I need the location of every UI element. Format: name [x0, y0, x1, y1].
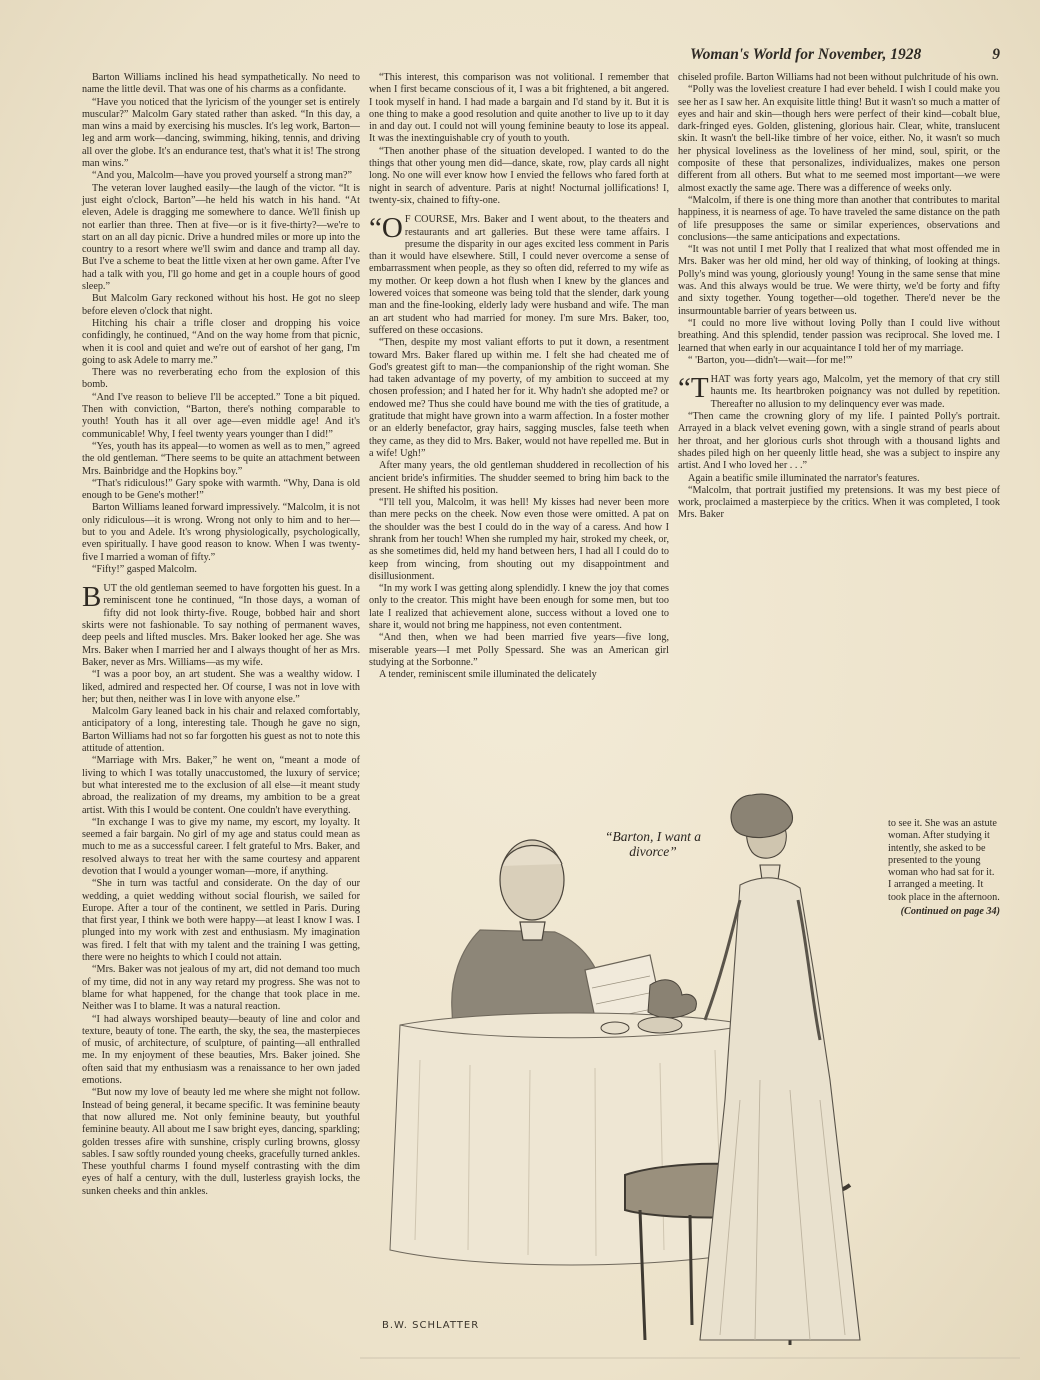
paragraph: “Fifty!” gasped Malcolm. — [92, 563, 197, 575]
paragraph: Malcolm Gary leaned back in his chair and relaxed comfortably, anticipatory of a long, interesting tale. Though he gave no sign, Barton Williams had not so far forgotten his guest as not to note this attitude of attention. — [82, 706, 360, 755]
paragraph: After many years, the old gentleman shuddered in recollection of his ancient bride's infirmities. The shudder seemed to bring him back to the present. He shifted his position. — [369, 460, 669, 496]
dropcap-paragraph — [82, 583, 360, 669]
page-number: 9 — [992, 46, 1000, 63]
paragraph: “And you, Malcolm—have you proved yourself a strong man?” — [92, 170, 352, 182]
drop-cap: “T — [678, 372, 709, 405]
publication-title: Woman's World for November, 1928 — [690, 46, 922, 63]
paragraph: “And then, when we had been married five years—five long, miserable years—I met Polly Spessard. She was an American girl studying at the Sorbonne.” — [369, 632, 669, 668]
paragraph: “I was a poor boy, an art student. She was a wealthy widow. I liked, admired and respected her. Of course, I was not in love with her; but then, neither was I in love with anyone else.” — [82, 669, 360, 705]
paragraph-text: HAT was forty years ago, Malcolm, yet the memory of that cry still haunts me. Its heartbroken poignancy was not dulled by repetition. Thereafter no allusion to my delinquency ever was made. — [710, 374, 1000, 410]
paragraph: “This interest, this comparison was not volitional. I remember that when I first became conscious of it, I was a bit frightened, a bit angered. I took myself in hand. I had made a bargain and I'd stand by it. But it is one thing to make a good resolution and quite another to live up to it day in and day out. I could not will young feminine beauty to lose its appeal. It was the inextinguishable cry of youth to youth. — [369, 72, 669, 145]
paragraph: Barton Williams inclined his head sympathetically. No need to name the little devil. That was one of his charms as a confidante. — [82, 72, 360, 96]
paragraph: chiseled profile. Barton Williams had not been without pulchritude of his own. — [678, 72, 999, 83]
table-figure — [390, 980, 760, 1265]
paragraph: “That's ridiculous!” Gary spoke with warmth. “Why, Dana is old enough to be Gene's mother!” — [82, 477, 360, 502]
dropcap-paragraph — [678, 374, 1000, 411]
drop-cap: B — [82, 581, 102, 614]
paragraph: Again a beatific smile illuminated the narrator's features. — [688, 472, 920, 484]
article-column-1 — [82, 72, 360, 1198]
paragraph: “I had always worshiped beauty—beauty of line and color and texture, beauty of tone. The earth, the sky, the sea, the masterpieces of music, of architecture, of sculpture, of painting—all enthralled me. In my enjoyment of these beauties, Mrs. Baker joined. She often said that my enthusiasm was a renaissance to her own jaded emotions. — [82, 1013, 360, 1087]
paragraph: “ 'Barton, you—didn't—wait—for me!'” — [688, 354, 853, 366]
article-column-2 — [369, 72, 669, 682]
paragraph: “Mrs. Baker was not jealous of my art, did not demand too much of my time, did not in any way retard my progress. She was not to blame for what happened, for the change that took place in me. Neither was I to blame. It was a natural reaction. — [82, 964, 360, 1013]
paragraph: Barton Williams leaned forward impressively. “Malcolm, it is not only ridiculous—it is wrong. Wrong not only to him and to her—but to you and Adele. It's wrong physiologically, psychologically, even spiritually. I have good reason to know. When I was twenty-five I married a woman of fifty.” — [82, 502, 360, 563]
drop-cap: “O — [369, 212, 403, 245]
paragraph: “And I've reason to believe I'll be accepted.” Tone a bit piqued. Then with conviction, “Barton, there's nothing comparable to youth! Youth has it all over age—even middle age! And it's communicable! Why, I feel twenty years younger than I did!” — [82, 391, 360, 440]
artist-signature: B.W. SCHLATTER — [382, 1320, 480, 1331]
paragraph: “It was not until I met Polly that I realized that what most offended me in Mrs. Baker was her old mind, her old way of thinking, of looking at things. Polly's mind was young, gloriously young! Young in the same sense that mine was. And this always would be true. We were thirty, we'd be forty and fifty and sixty together. Young together—old together. There'd never be the insurmountable barrier of years between us. — [678, 244, 1000, 317]
paragraph: to see it. She was an astute woman. After studying it intently, she asked to be presented to the young woman who had sat for it. I arranged a meeting. It took place in the afternoon. — [888, 818, 1000, 903]
paragraph: “She in turn was tactful and considerate. On the day of our wedding, a quiet wedding without social flourish, we sailed for Europe. After a tour of the continent, we settled in Paris. During that first year, I think we both were happy—at least I know I was. I plunged into my work with zest and enthusiasm. My imagination was fired. I felt that with my talent and the training I was getting, there were no heights to which I could not attain. — [82, 878, 360, 964]
article-column-3 — [678, 72, 1000, 522]
paragraph: “I could no more live without loving Polly than I could live without breathing. And this splendid, tender passion was reciprocal. She loved me. I learned that when early in our acquaintance I told her of my marriage. — [678, 317, 1000, 354]
paragraph: “Then another phase of the situation developed. I wanted to do the things that other young men did—dance, skate, row, play cards all night long. No one will ever know how I envied the fellows who fared forth at night in search of adventure. Paris at night! Nocturnal jollifications! I, twenty-six, chained to fifty-one. — [369, 145, 669, 206]
paragraph: “Polly was the loveliest creature I had ever beheld. I wish I could make you see her as I saw her. An exquisite little thing! But it wasn't so much a matter of eyes and hair and skin—though hers were perfect of their kind—cobalt blue, dark-fringed eyes. Golden, glistening, glorious hair. Clear, white, translucent skin. It wasn't the bell-like timbre of her voice, either. No, it wasn't so much her physical loveliness as the loveliness of her mind, soul, spirit, or the composite of these that personalizes, individualizes, makes one person different from all others. But what to me seemed most important—we were almost exactly the same age. There was a difference of weeks only. — [678, 84, 1000, 194]
dropcap-paragraph — [369, 214, 669, 337]
paragraph: “I'll tell you, Malcolm, it was hell! My kisses had never been more than mere pecks on the cheek. Now even those were omitted. A pat on the shoulder was the best I could do in the way of a caress. And how I shrank from her touch! When she rumpled my hair, stroked my cheek, or, as she sometimes did, held my hand between hers, I had all I could do to keep from wincing, from shouting out my disappointment and disillusionment. — [369, 497, 669, 582]
paragraph: “Then came the crowning glory of my life. I painted Polly's portrait. Arrayed in a black velvet evening gown, with a single strand of pearls about her throat, and her glorious curls shot through with a thousand lights and shades piled high on her queenly little head, she was a subject to inspire any artist. And I who loved her . . .” — [678, 411, 1000, 472]
paragraph: But Malcolm Gary reckoned without his host. He got no sleep before eleven o'clock that night. — [82, 293, 360, 317]
paragraph: “Malcolm, that portrait justified my pretensions. It was my best piece of work, proclaimed a masterpiece by the critics. When it was completed, I took Mrs. Baker — [678, 484, 1000, 521]
paragraph: Hitching his chair a trifle closer and dropping his voice confidingly, he continued, “And on the way home from that picnic, when it is cool and quiet and we're out of earshot of her gang, I'm going to ask Adele to marry me.” — [82, 317, 360, 366]
paragraph: “Then, despite my most valiant efforts to put it down, a resentment toward Mrs. Baker flared up within me. I felt she had cheated me of God's greatest gift to man—the companionship of the right woman. She had taken advantage of my poverty, of my ambition to succeed at my chosen profession; and I hated her for it. Why hadn't she adopted me? or endowed me? Thus she could have bound me with the ties of gratitude, a gratitude that might have grown into a warm affection. In a foster mother or an elderly benefactor, gray hairs, sagging muscles, false teeth when they came, as they did to Mrs. Baker, would not have repelled me. But in a wife! Ugh!” — [369, 337, 669, 459]
paragraph: The veteran lover laughed easily—the laugh of the victor. “It is just eight o'clock, Barton”—he held his watch in his hand. “At eleven, Adele is dragging me somewhere to dance. We'll finish up not earlier than three. Then at five—or is it five-thirty?—we're to start on an all day picnic. Drive a hundred miles or more up into the country to a resort where we'll swim and dance and tramp all day. But I've a scheme to beat the little vixen at her own game. After I've had a talk with you, I'll go home and get in a couple hours of good sleep.” — [82, 182, 360, 293]
paragraph: A tender, reminiscent smile illuminated the delicately — [379, 669, 597, 681]
illustration-caption: “Barton, I want a divorce” — [604, 829, 701, 859]
paragraph: “In my work I was getting along splendidly. I knew the joy that comes only to the creator. This might have been enough for some men, but too late I realized that achievement alone, success without a loved one to share it, would not bring me happiness, not even contentment. — [369, 583, 669, 632]
page-header — [690, 46, 1000, 64]
paragraph-text: F COURSE, Mrs. Baker and I went about, to the theaters and restaurants and art galleries. But these were tame affairs. I presume the disparity in our ages excited less comment in Paris than it would have elsewhere. Still, I could never overcome a sense of embarrassment when people, as they so often did, referred to my wife as my mother. Or keep down a hot flush when I knew by the glances and lowered voices that someone was being told that the slender, dark young man and the fine-looking, elderly lady were husband and wife. The man an art student who had married for money. I'm sure Mrs. Baker, too, suffered on these occasions. — [369, 214, 669, 336]
paragraph: “Marriage with Mrs. Baker,” he went on, “meant a mode of living to which I was totally unaccustomed, the luxury of service; but what interested me to the exclusion of all else—it meant study abroad, the realization of my dreams, my ambition to be a great artist. With this I would be content. One couldn't have everything. — [82, 755, 360, 816]
paragraph: “Have you noticed that the lyricism of the younger set is entirely muscular?” Malcolm Gary stated rather than asked. “In this day, a man wins a maid by exercising his muscles. It's leg work, Barton—leg and arm work—dancing, swimming, hiking, tennis, and driving all over the globe. It's an endurance test, that's what it is! The strong man wins.” — [82, 96, 360, 170]
illustration — [360, 780, 1020, 1370]
continued-note: (Continued on page 34) — [900, 906, 1000, 918]
paragraph-text: UT the old gentleman seemed to have forgotten his guest. In a reminiscent tone he continued, “In those days, a woman of fifty did not look thirty-five. Rouge, bobbed hair and short skirts were not fashionable. To say nothing of permanent waves, deep peels and lifted muscles. Mrs. Baker looked her age. She was Mrs. Baker when I married her and I always thought of her as Mrs. Baker, never as Mrs. Williams—as my wife. — [82, 583, 360, 668]
paragraph: There was no reverberating echo from the explosion of this bomb. — [82, 367, 360, 391]
paragraph: “In exchange I was to give my name, my escort, my loyalty. It seemed a fair bargain. No girl of my age and status could mean as much to me as a successful career. I felt grateful to Mrs. Baker, and resolved always to treat her with the same courtesy and apparent devotion that I would a younger woman—more, if anything. — [82, 816, 360, 877]
paragraph: “Yes, youth has its appeal—to women as well as to men,” agreed the old gentleman. “There seems to be quite an attachment between Mrs. Bainbridge and the Hopkins boy.” — [82, 440, 360, 477]
paragraph: “Malcolm, if there is one thing more than another that contributes to marital happiness, it is nearness of age. To have traveled the same distance on the path of life presupposes the same or similar experiences, observations and conclusions—the same anticipations and expectations. — [678, 194, 1000, 243]
paragraph: “But now my love of beauty led me where she might not follow. Instead of being general, it became specific. It was feminine beauty that now allured me. Not only feminine beauty, but youthful feminine beauty. All about me I saw bright eyes, dancing, sparkling; golden tresses afire with sunshine, crisply curling browns, glossy sables. I saw softly rounded young cheeks, gracefully turned ankles. These youthful charms I found myself contrasting with the dim eyes of half a century, with the dull, lusterless grayish locks, the sunken cheeks and thin ankles. — [82, 1087, 361, 1197]
